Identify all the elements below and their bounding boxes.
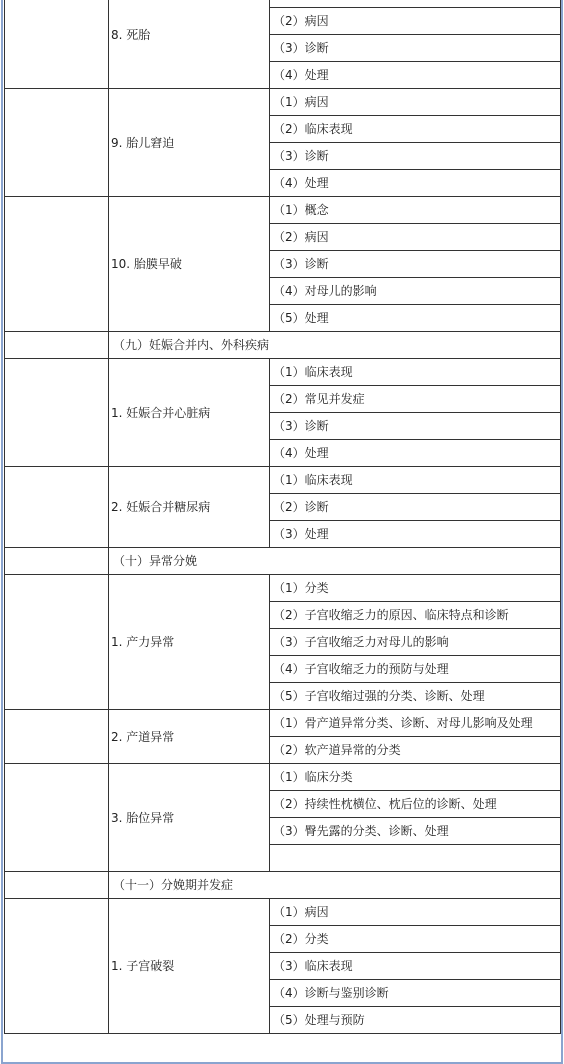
left-margin-cell	[4, 466, 109, 548]
subitem-cell: （4）处理	[269, 169, 561, 197]
left-margin-cell	[4, 763, 109, 872]
section-heading: （十一）分娩期并发症	[108, 871, 561, 899]
subitem-cell: （3）诊断	[269, 142, 561, 170]
left-margin-cell	[4, 547, 109, 575]
subitem-cell: （1）分类	[269, 574, 561, 602]
subitem-cell: （3）处理	[269, 520, 561, 548]
subitem-cell: （2）持续性枕横位、枕后位的诊断、处理	[269, 790, 561, 818]
subitem-cell: （3）诊断	[269, 250, 561, 278]
topic-cell: 1. 妊娠合并心脏病	[108, 358, 270, 467]
subitem-cell: （3）子宫收缩乏力对母儿的影响	[269, 628, 561, 656]
topic-cell: 9. 胎儿窘迫	[108, 88, 270, 197]
left-margin-cell	[4, 574, 109, 710]
subitem-cell: （4）诊断与鉴别诊断	[269, 979, 561, 1007]
subitem-cell: （3）诊断	[269, 34, 561, 62]
subitem-cell: （2）病因	[269, 223, 561, 251]
section-heading: （九）妊娠合并内、外科疾病	[108, 331, 561, 359]
left-margin-cell	[4, 0, 109, 89]
subitem-cell: （2）临床表现	[269, 115, 561, 143]
subitem-cell: （1）病因	[269, 88, 561, 116]
subitem-cell: （3）臀先露的分类、诊断、处理	[269, 817, 561, 845]
subitem-cell: （2）常见并发症	[269, 385, 561, 413]
subitem-cell: （2）软产道异常的分类	[269, 736, 561, 764]
subitem-cell	[269, 844, 561, 872]
left-margin-cell	[4, 196, 109, 332]
subitem-cell: （5）子宫收缩过强的分类、诊断、处理	[269, 682, 561, 710]
subitem-cell: （1）骨产道异常分类、诊断、对母儿影响及处理	[269, 709, 561, 737]
section-heading: （十）异常分娩	[108, 547, 561, 575]
subitem-cell: （3）临床表现	[269, 952, 561, 980]
subitem-cell: （4）处理	[269, 439, 561, 467]
subitem-cell: （1）临床分类	[269, 763, 561, 791]
topic-cell: 3. 胎位异常	[108, 763, 270, 872]
subitem-cell: （1）临床表现	[269, 466, 561, 494]
left-margin-cell	[4, 871, 109, 899]
topic-cell: 2. 产道异常	[108, 709, 270, 764]
subitem-cell: （5）处理与预防	[269, 1006, 561, 1034]
subitem-cell: （1）概念	[269, 196, 561, 224]
left-margin-cell	[4, 358, 109, 467]
subitem-cell: （2）病因	[269, 7, 561, 35]
topic-cell: 1. 子宫破裂	[108, 898, 270, 1034]
left-margin-cell	[4, 88, 109, 197]
left-margin-cell	[4, 898, 109, 1034]
subitem-cell: （2）诊断	[269, 493, 561, 521]
topic-cell: 8. 死胎	[108, 0, 270, 89]
subitem-cell: （4）对母儿的影响	[269, 277, 561, 305]
left-margin-cell	[4, 709, 109, 764]
subitem-cell: （3）诊断	[269, 412, 561, 440]
subitem-cell: （2）子宫收缩乏力的原因、临床特点和诊断	[269, 601, 561, 629]
topic-cell: 1. 产力异常	[108, 574, 270, 710]
topic-cell: 2. 妊娠合并糖尿病	[108, 466, 270, 548]
subitem-cell: （5）处理	[269, 304, 561, 332]
subitem-cell: （4）处理	[269, 61, 561, 89]
left-margin-cell	[4, 331, 109, 359]
topic-cell: 10. 胎膜早破	[108, 196, 270, 332]
subitem-cell: （2）分类	[269, 925, 561, 953]
subitem-cell: （1）病因	[269, 898, 561, 926]
subitem-cell: （1）临床表现	[269, 358, 561, 386]
subitem-cell: （4）子宫收缩乏力的预防与处理	[269, 655, 561, 683]
